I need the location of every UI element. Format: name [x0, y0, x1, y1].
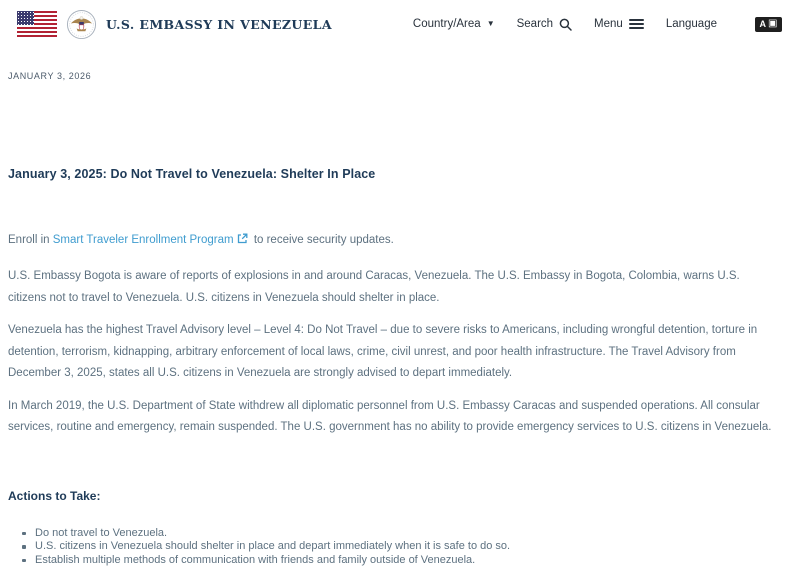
enroll-prefix: Enroll in: [8, 234, 53, 246]
chevron-down-icon: ▼: [487, 20, 495, 28]
site-title[interactable]: U.S. EMBASSY IN VENEZUELA: [106, 17, 332, 32]
post-date: JANUARY 3, 2026: [8, 71, 786, 81]
paragraph-embassy-aware: U.S. Embassy Bogota is aware of reports of explosions in and around Caracas, Venezuela. The U.S. Embassy in Bogota, Colombia, warns U.S. citizens not to travel to Venezuela. U.S. citizens in Venezuela should shelter in place.: [8, 266, 780, 309]
list-item: Do not travel to Venezuela.: [35, 527, 786, 541]
site-header: [0, 0, 800, 48]
paragraph-travel-advisory: Venezuela has the highest Travel Advisory level – Level 4: Do Not Travel – due to severe risks to Americans, including wrongful detention, torture in detention, terrorism, kidnapping, arbitrary enforcement of local laws, crime, civil unrest, and poor health infrastructure. The Travel Advisory from December 3, 2025, states all U.S. citizens in Venezuela are strongly advised to depart immediately.: [8, 320, 780, 385]
list-item: U.S. citizens in Venezuela should shelter in place and depart immediately when it is safe to do so.: [35, 540, 786, 554]
paragraph-suspended-operations: In March 2019, the U.S. Department of State withdrew all diplomatic personnel from U.S. Embassy Caracas and suspended operations. All consular services, routine and emergency, remain suspended. The U.S. government has no ability to provide emergency services to U.S. citizens in Venezuela.: [8, 396, 780, 439]
hamburger-menu-icon: [629, 19, 644, 30]
us-flag-icon: [17, 11, 57, 37]
embassy-seal-icon: [66, 9, 97, 40]
brand[interactable]: [17, 9, 332, 40]
nav-language-label: Language: [666, 18, 717, 30]
actions-list: [8, 527, 786, 567]
page-title: January 3, 2025: Do Not Travel to Venezuela: Shelter In Place: [8, 167, 786, 181]
external-link-icon[interactable]: [237, 233, 248, 247]
translate-icon[interactable]: A ▣: [755, 17, 782, 32]
enroll-suffix: to receive security updates.: [251, 234, 394, 246]
top-nav: [413, 17, 782, 32]
actions-heading: Actions to Take:: [8, 489, 786, 503]
nav-menu[interactable]: [594, 18, 644, 30]
step-program-link[interactable]: Smart Traveler Enrollment Program: [53, 234, 234, 246]
nav-search[interactable]: [517, 18, 572, 31]
nav-country-area-label: Country/Area: [413, 18, 481, 30]
list-item: Establish multiple methods of communication with friends and family outside of Venezuela.: [35, 554, 786, 567]
nav-country-area[interactable]: [413, 18, 495, 30]
search-icon: [559, 18, 572, 31]
article-content: [0, 71, 800, 567]
enroll-line: [8, 233, 786, 247]
nav-language[interactable]: [666, 18, 717, 30]
nav-search-label: Search: [517, 18, 553, 30]
nav-menu-label: Menu: [594, 18, 623, 30]
